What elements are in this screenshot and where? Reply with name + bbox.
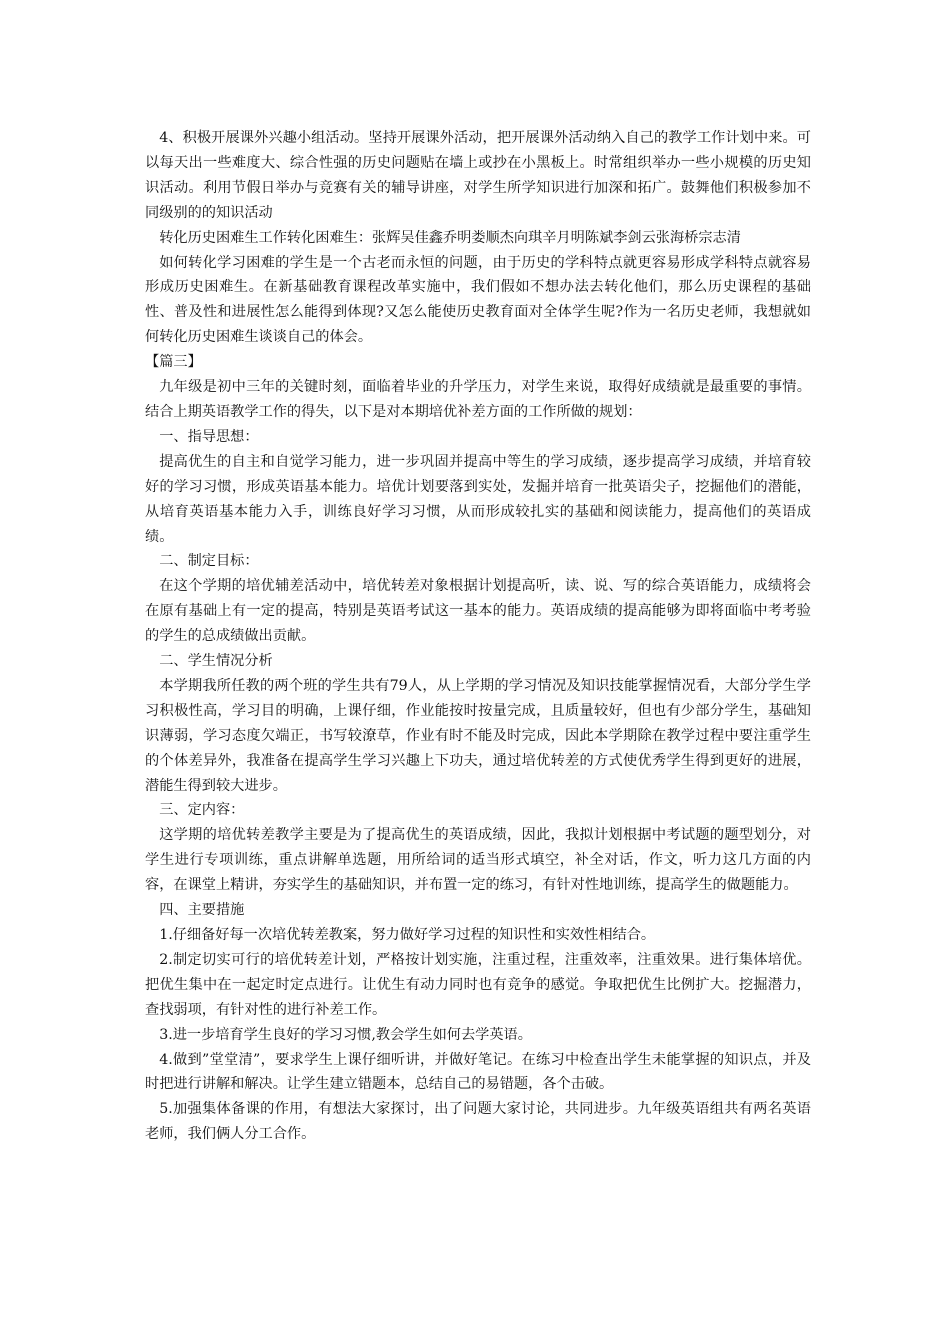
list-item-measure-5: 5.加强集体备课的作用，有想法大家探讨，出了问题大家讨论，共同进步。九年级英语组共有两名英语老师，我们俩人分工合作。: [145, 1101, 811, 1143]
paragraph-transform-intro: 如何转化学习困难的学生是一个古老而永恒的问题，由于历史的学科特点就更容易形成学科特点就容易形成历史困难生。在新基础教育课程改革实施中，我们假如不想办法去转化他们，那么历史课程的基础性、普及性和进展性怎么能得到体现?又怎么能使历史教育面对全体学生呢?作为一名历史老师，我想就如何转化历史困难生谈谈自己的体会。: [145, 254, 811, 346]
heading-set-goals: 二、制定目标：: [159, 553, 259, 570]
section-title-part-three: 【篇三】: [145, 354, 202, 371]
list-item-measure-3: 3.进一步培育学生良好的学习习惯,教会学生如何去学英语。: [159, 1026, 532, 1043]
paragraph-student-list: 转化历史困难生工作转化困难生：张辉吴佳鑫乔明娄顺杰向琪辛月明陈斌李剑云张海桥宗志清: [159, 229, 741, 246]
paragraph-content: 这学期的培优转差教学主要是为了提高优生的英语成绩，因此，我拟计划根据中考试题的题型划分，对学生进行专项训练，重点讲解单选题，用所给词的适当形式填空，补全对话，作文，听力这几方面的内容，在课堂上精讲，夯实学生的基础知识，并布置一定的练习，有针对性地训练，提高学生的做题能力。: [145, 827, 811, 894]
document-body: [145, 126, 811, 1147]
list-item-measure-2: 2.制定切实可行的培优转差计划，严格按计划实施，注重过程，注重效率，注重效果。进行集体培优。把优生集中在一起定时定点进行。让优生有动力同时也有竞争的感觉。争取把优生比例扩大。挖掘潜力，查找弱项，有针对性的进行补差工作。: [145, 951, 811, 1018]
paragraph-grade-nine-intro: 九年级是初中三年的关键时刻，面临着毕业的升学压力，对学生来说，取得好成绩就是最重要的事情。结合上期英语教学工作的得失，以下是对本期培优补差方面的工作所做的规划：: [145, 379, 811, 420]
paragraph-guiding-idea: 提高优生的自主和自觉学习能力，进一步巩固并提高中等生的学习成绩，逐步提高学习成绩，并培育较好的学习习惯，形成英语基本能力。培优计划要落到实处，发掘并培育一批英语尖子，挖掘他们的潜能，从培育英语基本能力入手，训练良好学习习惯，从而形成较扎实的基础和阅读能力，提高他们的英语成绩。: [145, 453, 811, 545]
heading-content: 三、定内容：: [159, 802, 245, 819]
paragraph-student-analysis: 本学期我所任教的两个班的学生共有79人，从上学期的学习情况及知识技能掌握情况看，大部分学生学习积极性高，学习目的明确，上课仔细，作业能按时按量完成，且质量较好，但也有少部分学生，基础知识薄弱，学习态度欠端正，书写较潦草，作业有时不能及时完成，因此本学期除在教学过程中要注重学生的个体差异外，我准备在提高学生学习兴趣上下功夫，通过培优转差的方式使优秀学生得到更好的进展，潜能生得到较大进步。: [145, 677, 811, 794]
list-item-measure-4: 4.做到”堂堂清”，要求学生上课仔细听讲，并做好笔记。在练习中检查出学生未能掌握的知识点，并及时把进行讲解和解决。让学生建立错题本，总结自己的易错题，各个击破。: [145, 1051, 811, 1093]
heading-guiding-idea: 一、指导思想：: [159, 428, 259, 445]
paragraph-activity-groups: 4、积极开展课外兴趣小组活动。坚持开展课外活动，把开展课外活动纳入自己的教学工作计划中来。可以每天出一些难度大、综合性强的历史问题贴在墙上或抄在小黑板上。时常组织举办一些小规模的历史知识活动。利用节假日举办与竞赛有关的辅导讲座，对学生所学知识进行加深和拓广。鼓舞他们积极参加不同级别的的知识活动: [145, 130, 811, 221]
heading-student-analysis: 二、学生情况分析: [159, 653, 273, 670]
list-item-measure-1: 1.仔细备好每一次培优转差教案，努力做好学习过程的知识性和实效性相结合。: [159, 927, 656, 943]
heading-main-measures: 四、主要措施: [159, 902, 245, 919]
paragraph-set-goals: 在这个学期的培优辅差活动中，培优转差对象根据计划提高听，读、说、写的综合英语能力，成绩将会在原有基础上有一定的提高，特别是英语考试这一基本的能力。英语成绩的提高能够为即将面临中考考验的学生的总成绩做出贡献。: [145, 578, 811, 645]
